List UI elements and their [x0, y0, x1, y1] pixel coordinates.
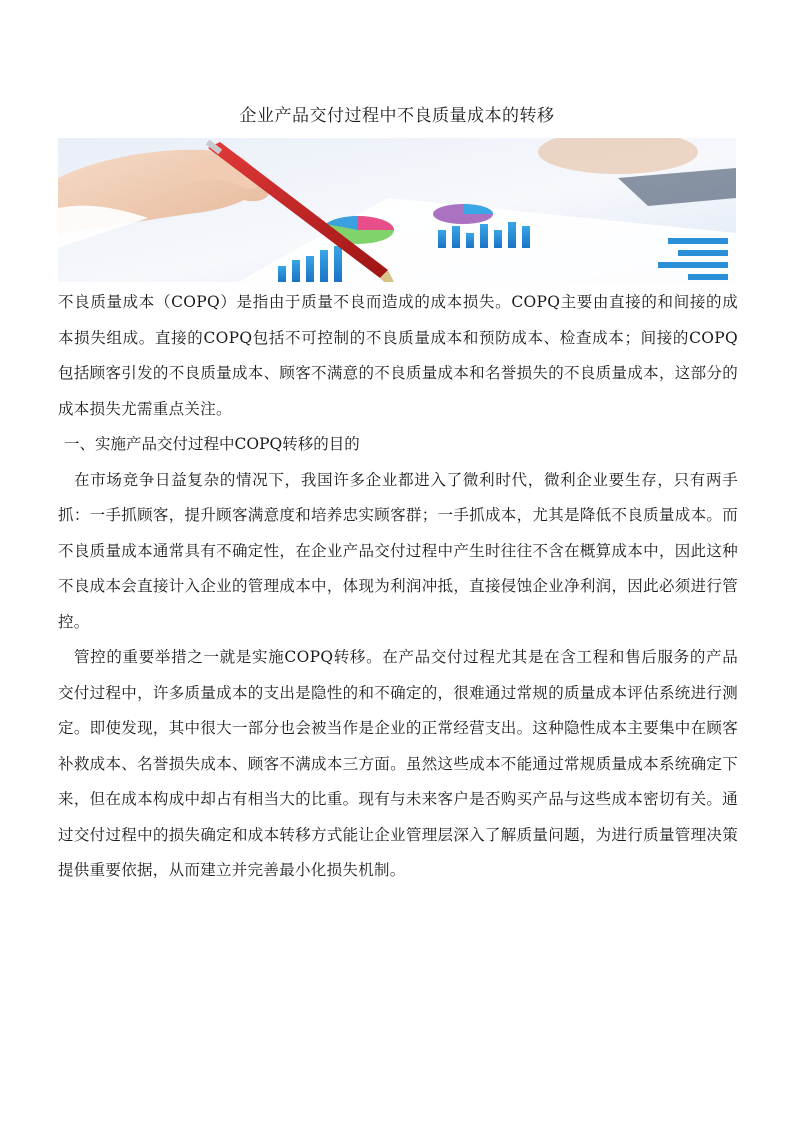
paragraph-purpose: 在市场竞争日益复杂的情况下，我国许多企业都进入了微利时代，微利企业要生存，只有两手抓：一手抓顾客，提升顾客满意度和培养忠实顾客群；一手抓成本，尤其是降低不良质量成本。而不良质量成本通常具有不确定性，在企业产品交付过程中产生时往往不含在概算成本中，因此这种不良成本会直接计入企业的管理成本中，体现为利润冲抵，直接侵蚀企业净利润，因此必须进行管控。: [58, 470, 738, 631]
section-heading: 一、实施产品交付过程中COPQ转移的目的: [64, 435, 360, 453]
header-photo: [58, 138, 736, 282]
document-title: 企业产品交付过程中不良质量成本的转移: [239, 106, 555, 126]
paragraph-measures: 管控的重要举措之一就是实施COPQ转移。在产品交付过程尤其是在含工程和售后服务的产品交付过程中，许多质量成本的支出是隐性的和不确定的，很难通过常规的质量成本评估系统进行测定。即使发现，其中很大一部分也会被当作是企业的正常经营支出。这种隐性成本主要集中在顾客补救成本、名誉损失成本、顾客不满成本三方面。虽然这些成本不能通过常规质量成本系统确定下来，但在成本构成中却占有相当大的比重。现有与未来客户是否购买产品与这些成本密切有关。通过交付过程中的损失确定和成本转移方式能让企业管理层深入了解质量问题，为进行质量管理决策提供重要依据，从而建立并完善最小化损失机制。: [58, 648, 738, 879]
paragraph-intro: 不良质量成本（COPQ）是指由于质量不良而造成的成本损失。COPQ主要由直接的和间接的成本损失组成。直接的COPQ包括不可控制的不良质量成本和预防成本、检查成本；间接的COPQ包括顾客引发的不良质量成本、顾客不满意的不良质量成本和名誉损失的不良质量成本，这部分的成本损失尤需重点关注。: [58, 293, 738, 418]
pen-chart-photo-icon: [58, 138, 736, 282]
article-body: [58, 285, 738, 889]
